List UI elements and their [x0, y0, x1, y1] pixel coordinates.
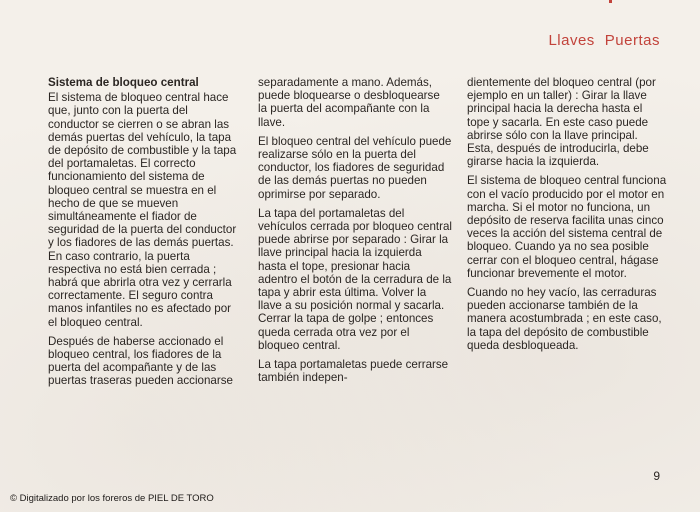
paragraph: El sistema de bloqueo central hace que, junto con la puerta del conductor se cierren o se abran las demás puertas del vehículo, la tapa de depósito de combustible y la tapa del portamaletas. El correcto funcionamiento del sistema de bloqueo central se muestra en el hecho de que se mueven simultáneamente el fiador de seguridad de la puerta del conductor y los fiadores de las demás puertas. En caso contrario, la puerta respectiva no está bien cerrada ; habrá que abrirla otra vez y cerrarla correctamente. El seguro contra manos infantiles no es afectado por el bloqueo central.	[48, 91, 237, 329]
credit-line: © Digitalizado por los foreros de PIEL DE TORO	[10, 493, 214, 504]
page-number: 9	[653, 469, 660, 483]
column-2	[258, 76, 452, 390]
corner-mark	[609, 0, 612, 3]
page-header	[548, 32, 660, 49]
paragraph: El sistema de bloqueo central funciona con el vacío producido por el motor en marcha. Si el motor no funciona, un depósito de reserva facilita unas cinco veces la acción del sistema central de bloqueo. Cuando ya no sea posible cerrar con el bloqueo central, hágase funcionar brevemente el motor.	[467, 174, 667, 280]
paragraph: Después de haberse accionado el bloqueo central, los fiadores de la puerta del acompañante y de las puertas traseras pueden accionarse	[48, 334, 233, 388]
paragraph: La tapa del portamaletas del vehículos cerrada por bloqueo central puede abrirse por separado : Girar la llave principal hacia la izquierda hasta el tope, presionar hacia adentro el botón de la cerradura de la tapa y abrir esta última. Volver la llave a su posición normal y sacarla. Cerrar la tapa de golpe ; entonces queda cerrada otra vez por el bloqueo central.	[258, 206, 452, 352]
paragraph: Cuando no hey vacío, las cerraduras pueden accionarse también de la manera acostumbrada ; en este caso, la tapa del depósito de combustible queda desbloqueada.	[467, 286, 662, 352]
column-3	[467, 76, 667, 358]
paragraph: El bloqueo central del vehículo puede realizarse sólo en la puerta del conductor, los fiadores de seguridad de las demás puertas no pueden oprimirse por separado.	[258, 134, 452, 201]
header-word-puertas: Puertas	[604, 32, 660, 49]
column-1	[48, 76, 240, 394]
paragraph: separadamente a mano. Además, puede bloquearse o desbloquearse la puerta del acompañante con la llave.	[258, 76, 440, 129]
header-word-llaves: Llaves	[548, 32, 595, 49]
paragraph: dientemente del bloqueo central (por ejemplo en un taller) : Girar la llave principal hacia la derecha hasta el tope y sacarla. En este caso puede abrirse sólo con la llave principal. Esta, después de introducirla, debe girarse hacia la izquierda.	[467, 76, 656, 169]
section-title: Sistema de bloqueo central	[48, 76, 199, 89]
paragraph: La tapa portamaletas puede cerrarse también indepen-	[258, 358, 449, 385]
